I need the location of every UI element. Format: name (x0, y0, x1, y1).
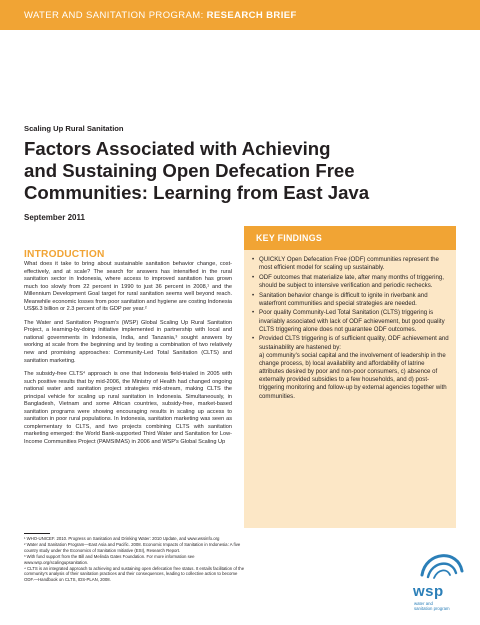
title-line: Communities: Learning from East Java (24, 182, 370, 203)
finding-text: Poor quality Community-Led Total Sanitation (CLTS) triggering is invariably associated with lack of ODF achievement, but good quality CLTS triggering alone does not guarantee ODF outcomes. (259, 309, 445, 333)
banner-doc-type: RESEARCH BRIEF (206, 9, 297, 21)
key-findings-heading: KEY FINDINGS (244, 226, 456, 250)
logo-tagline-line: water and (414, 601, 433, 606)
logo-wordmark: wsp (413, 583, 444, 600)
finding-text: QUICKLY Open Defecation Free (ODF) communities represent the most efficient model for scaling up sustainably. (259, 256, 439, 272)
footnote-divider (24, 533, 50, 534)
key-findings-list (252, 256, 450, 402)
intro-paragraph: The Water and Sanitation Program's (WSP) Global Scaling Up Rural Sanitation Project, a learning-by-doing initiative implemented in partnership with local and national governments in Indonesia, India, and Tanzania,³ sought answers by working at scale from the beginning and by testing a combination of two relatively new and promising approaches: Community-Led Total Sanitation (CLTS) and sanitation marketing. (24, 319, 232, 364)
finding-subtext: a) community's social capital and the involvement of leadership in the change process, b) local availability and affordability of latrine attributes desired by poor and non-poor consumers, c) absence of externally provided subsidies to a few households, and d) post-triggering monitoring and follow-up by external agencies together with communities. (259, 351, 447, 400)
finding-item (252, 292, 450, 308)
finding-item (252, 274, 450, 290)
bullet-icon: • (252, 335, 255, 343)
footnote: ³ With fund support from the Bill and Melinda Gates Foundation. For more information see www.wsp.org/scalingupsanitation. (24, 554, 195, 565)
title-line: and Sustaining Open Defecation Free (24, 160, 355, 181)
footnote: ² Water and Sanitation Program—East Asia and Pacific. 2008. Economic Impacts of Sanitation in Indonesia: A five country study under the Economics of Sanitation Initiative (ESI), Research Report. (24, 542, 241, 553)
introduction-heading: INTRODUCTION (24, 249, 105, 260)
finding-item (252, 256, 450, 272)
finding-item (252, 335, 450, 400)
finding-text: Sanitation behavior change is difficult to ignite in riverbank and waterfront communities and special strategies are needed. (259, 291, 428, 307)
title-line: Factors Associated with Achieving (24, 138, 331, 159)
series-label: Scaling Up Rural Sanitation (24, 124, 124, 133)
logo-tagline (414, 601, 450, 611)
intro-paragraph: The subsidy-free CLTS⁴ approach is one that Indonesia field-trialed in 2005 with such positive results that by mid-2006, the Ministry of Health had changed ongoing national water and sanitation project strategies mid-stream, making CLTS the principal vehicle for scaling up rural sanitation in Indonesia. Simultaneously, in Bangladesh, Vietnam and some African countries, subsidy-free, market-based sanitation programs were showing encouraging results in scaling up access to sanitation in poor rural populations. In Indonesia, sanitation marketing was seen as complementary to CLTS, and two projects combining CLTS with sanitation marketing emerged: the World Bank-supported Third Water and Sanitation for Low-Income Communities Project (PAMSIMAS) in 2006 and WSP's Global Scaling Up (24, 371, 232, 446)
footnote: ¹ WHO-UNICEF. 2010. Progress on Sanitation and Drinking Water: 2010 Update, and www.wssinfo.org (24, 536, 220, 541)
introduction-section (24, 249, 232, 453)
logo-tagline-line: sanitation program (414, 606, 450, 611)
document-title (24, 138, 464, 204)
bullet-icon: • (252, 291, 255, 299)
header-banner (0, 0, 480, 30)
footnote: ⁴ CLTS is an integrated approach to achieving and sustaining open defecation free status. It entails facilitation of the community's analysis of their sanitation practices and their consequences, leading to collective action to become ODF.—Handbook on CLTS, IDS-PLAN, 2008. (24, 566, 245, 582)
intro-paragraph: What does it take to bring about sustainable sanitation behavior change, cost-effectively, and at scale? The search for answers has intensified in the rural sanitation sector in Indonesia, where access to improved sanitation has grown much too slowly from 22 percent in 1990 to just 36 percent in 2008,¹ and the Millennium Development Goal target for rural sanitation seems well beyond reach. Meanwhile economic losses from poor sanitation and hygiene are costing Indonesia US$6.3 billion or 2.3 percent of its GDP per year.² (24, 261, 232, 313)
finding-item (252, 309, 450, 333)
banner-program: WATER AND SANITATION PROGRAM: (24, 9, 204, 21)
bullet-icon: • (252, 309, 255, 317)
bullet-icon: • (252, 273, 255, 281)
finding-text: ODF outcomes that materialize late, after many months of triggering, should be subject to intensive verification and periodic rechecks. (259, 273, 444, 289)
finding-text: Provided CLTS triggering is of sufficient quality, ODF achievement and sustainability are hastened by: (259, 335, 449, 351)
publication-date: September 2011 (24, 213, 85, 222)
bullet-icon: • (252, 256, 255, 263)
footnotes (24, 536, 248, 583)
